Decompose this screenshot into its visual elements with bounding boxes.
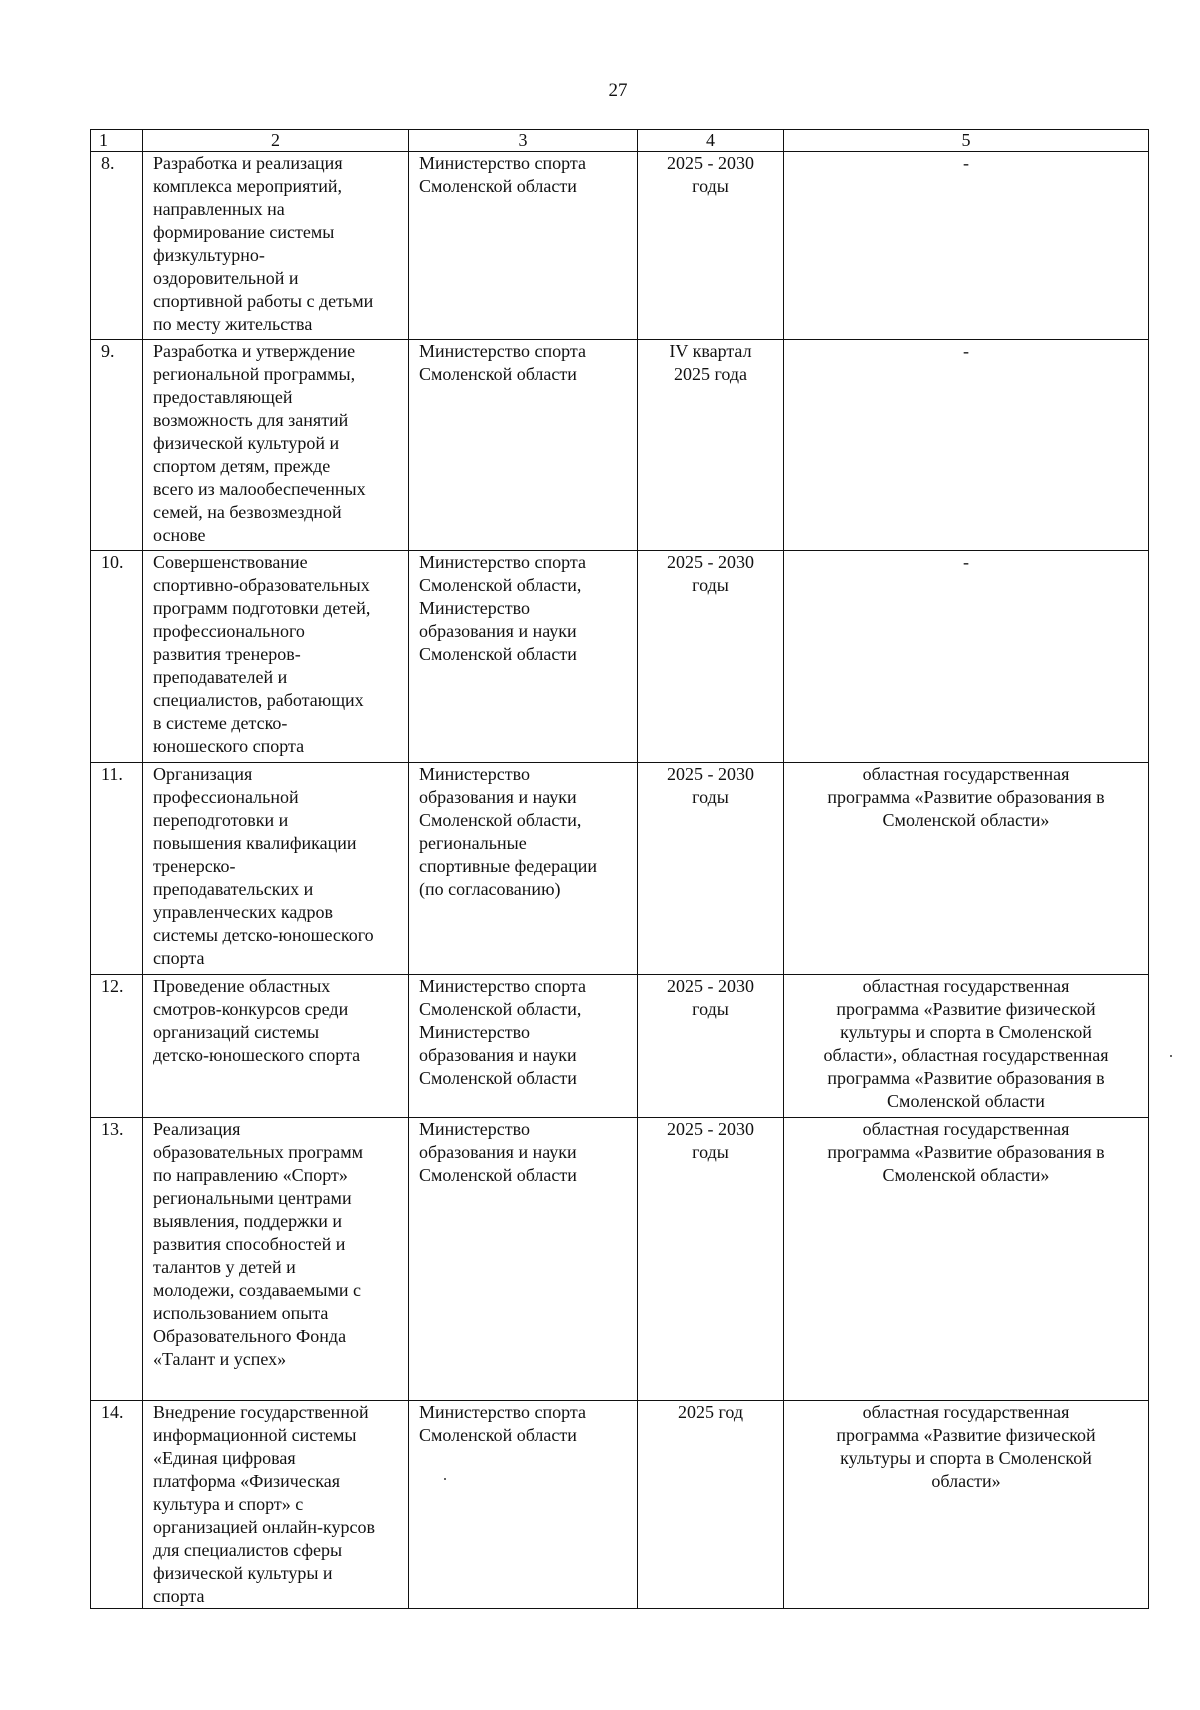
period-cell: 2025 - 2030 годы: [638, 975, 784, 1118]
header-col-3: 3: [409, 130, 638, 152]
header-col-4: 4: [638, 130, 784, 152]
responsible-cell: Министерство спорта Смоленской области: [409, 340, 638, 551]
program-cell: областная государственная программа «Развитие физической культуры и спорта в Смоленской области»: [784, 1401, 1149, 1609]
table-row: [91, 763, 1149, 975]
row-number: 11.: [91, 763, 143, 975]
period-cell: 2025 - 2030 годы: [638, 551, 784, 763]
row-number: 10.: [91, 551, 143, 763]
table-row: [91, 1118, 1149, 1401]
activity-cell: Организация профессиональной переподготовки и повышения квалификации тренерско- преподавательских и управленческих кадров системы детско-юношеского спорта: [143, 763, 409, 975]
row-number: 13.: [91, 1118, 143, 1401]
row-number: 8.: [91, 152, 143, 340]
measures-table: [90, 129, 1149, 1609]
responsible-cell: Министерство спорта Смоленской области, Министерство образования и науки Смоленской области: [409, 975, 638, 1118]
table-row: [91, 975, 1149, 1118]
row-number: 14.: [91, 1401, 143, 1609]
activity-cell: Проведение областных смотров-конкурсов среди организаций системы детско-юношеского спорта: [143, 975, 409, 1118]
period-cell: 2025 - 2030 годы: [638, 763, 784, 975]
period-cell: IV квартал 2025 года: [638, 340, 784, 551]
scan-speck: [1170, 1055, 1172, 1057]
responsible-cell: Министерство образования и науки Смоленской области, региональные спортивные федерации (по согласованию): [409, 763, 638, 975]
header-row: [91, 130, 1149, 152]
activity-cell: Совершенствование спортивно-образовательных программ подготовки детей, профессионального развития тренеров- преподавателей и специалистов, работающих в системе детско- юношеского спорта: [143, 551, 409, 763]
scan-speck: [444, 1478, 446, 1480]
activity-cell: Разработка и утверждение региональной программы, предоставляющей возможность для занятий физической культурой и спортом детям, прежде всего из малообеспеченных семей, на безвозмездной основе: [143, 340, 409, 551]
header-col-2: 2: [143, 130, 409, 152]
activity-cell: Реализация образовательных программ по направлению «Спорт» региональными центрами выявления, поддержки и развития способностей и талантов у детей и молодежи, создаваемыми с использованием опыта Образовательного Фонда «Талант и успех»: [143, 1118, 409, 1401]
table-row: [91, 340, 1149, 551]
table-row: [91, 1401, 1149, 1609]
row-number: 12.: [91, 975, 143, 1118]
program-cell: областная государственная программа «Развитие образования в Смоленской области»: [784, 1118, 1149, 1401]
responsible-cell: Министерство образования и науки Смоленской области: [409, 1118, 638, 1401]
responsible-cell: Министерство спорта Смоленской области: [409, 152, 638, 340]
activity-cell: Внедрение государственной информационной системы «Единая цифровая платформа «Физическая культура и спорт» с организацией онлайн-курсов для специалистов сферы физической культуры и спорта: [143, 1401, 409, 1609]
responsible-cell: Министерство спорта Смоленской области, Министерство образования и науки Смоленской области: [409, 551, 638, 763]
activity-cell: Разработка и реализация комплекса мероприятий, направленных на формирование системы физкультурно- оздоровительной и спортивной работы с детьми по месту жительства: [143, 152, 409, 340]
table-row: [91, 152, 1149, 340]
page-number: 27: [608, 80, 628, 101]
period-cell: 2025 - 2030 годы: [638, 1118, 784, 1401]
table-row: [91, 551, 1149, 763]
responsible-cell: Министерство спорта Смоленской области: [409, 1401, 638, 1609]
header-col-5: 5: [784, 130, 1149, 152]
period-cell: 2025 - 2030 годы: [638, 152, 784, 340]
program-cell: -: [784, 551, 1149, 763]
program-cell: областная государственная программа «Развитие образования в Смоленской области»: [784, 763, 1149, 975]
program-cell: -: [784, 152, 1149, 340]
row-number: 9.: [91, 340, 143, 551]
period-cell: 2025 год: [638, 1401, 784, 1609]
header-col-1: 1: [91, 130, 143, 152]
program-cell: -: [784, 340, 1149, 551]
program-cell: областная государственная программа «Развитие физической культуры и спорта в Смоленской области», областная государственная программа «Развитие образования в Смоленской области: [784, 975, 1149, 1118]
